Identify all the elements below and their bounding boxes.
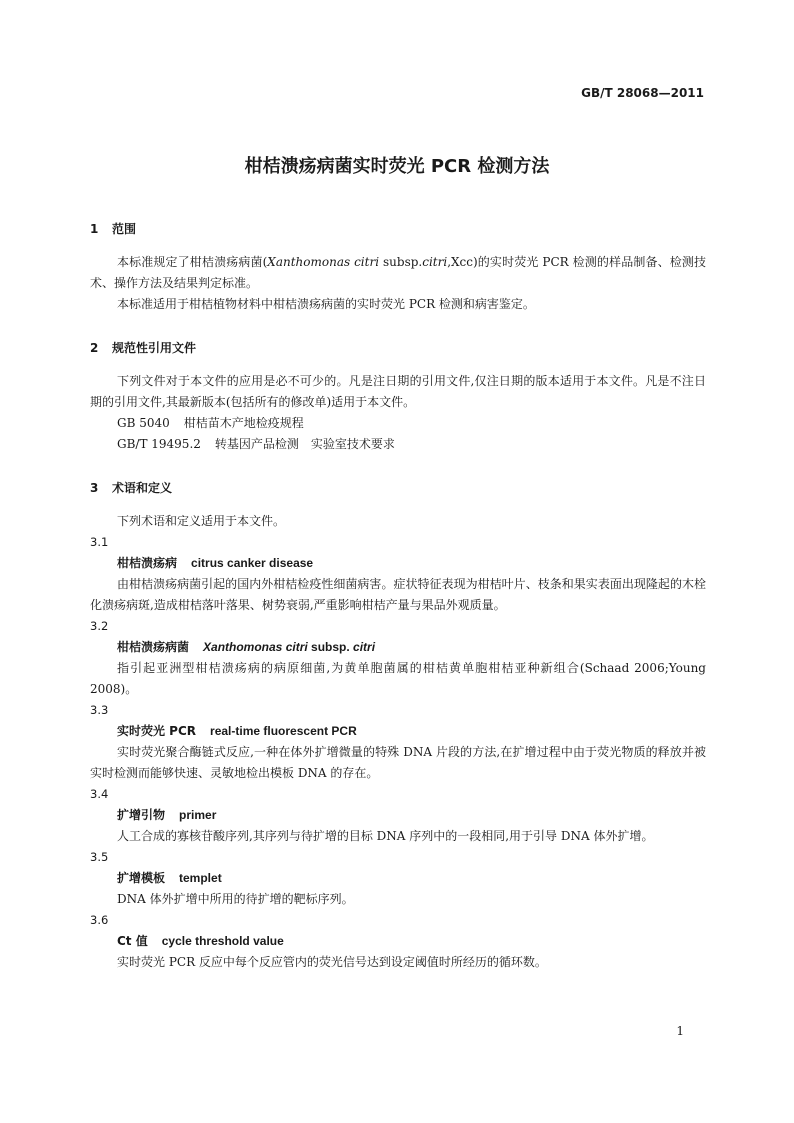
page-number: 1 — [676, 1024, 684, 1038]
term-definition: 由柑桔溃疡病菌引起的国内外柑桔检疫性细菌病害。症状特征表现为柑桔叶片、枝条和果实表面出现隆起的木栓化溃疡病斑,造成柑桔落叶落果、树势衰弱,严重影响柑桔产量与果品外观质量。 — [90, 577, 706, 612]
section-3-heading: 3 术语和定义 — [90, 481, 173, 495]
reference-item: GB 5040 柑桔苗木产地检疫规程 — [117, 416, 304, 430]
standard-code: GB/T 28068—2011 — [581, 86, 704, 100]
term-title: 扩增引物 primer — [117, 808, 217, 822]
term-title: 柑桔溃疡病菌 Xanthomonas citri subsp. citri — [117, 640, 376, 654]
term-title: 扩增模板 templet — [117, 871, 222, 885]
term-number: 3.6 — [90, 913, 109, 927]
section-2-heading: 2 规范性引用文件 — [90, 341, 197, 355]
term-definition: 人工合成的寡核苷酸序列,其序列与待扩增的目标 DNA 序列中的一段相同,用于引导 DNA 体外扩增。 — [117, 829, 654, 843]
section-2-paragraph-1: 下列文件对于本文件的应用是必不可少的。凡是注日期的引用文件,仅注日期的版本适用于本文件。凡是不注日期的引用文件,其最新版本(包括所有的修改单)适用于本文件。 — [90, 374, 706, 409]
section-1-paragraph-1: 本标准规定了柑桔溃疡病菌(Xanthomonas citri subsp.citri,Xcc)的实时荧光 PCR 检测的样品制备、检测技术、操作方法及结果判定标准。 — [90, 255, 706, 290]
section-3-intro: 下列术语和定义适用于本文件。 — [117, 514, 286, 528]
term-number: 3.3 — [90, 703, 109, 717]
section-1-heading: 1 范围 — [90, 222, 137, 236]
document-body — [90, 218, 706, 973]
term-definition: 指引起亚洲型柑桔溃疡病的病原细菌,为黄单胞菌属的柑桔黄单胞柑桔亚种新组合(Schaad 2006;Young 2008)。 — [90, 661, 706, 696]
term-number: 3.5 — [90, 850, 109, 864]
term-definition: 实时荧光 PCR 反应中每个反应管内的荧光信号达到设定阈值时所经历的循环数。 — [117, 955, 547, 969]
term-number: 3.2 — [90, 619, 109, 633]
term-definition: 实时荧光聚合酶链式反应,一种在体外扩增微量的特殊 DNA 片段的方法,在扩增过程中由于荧光物质的释放并被实时检测而能够快速、灵敏地检出模板 DNA 的存在。 — [90, 745, 706, 780]
section-1-paragraph-2: 本标准适用于柑桔植物材料中柑桔溃疡病菌的实时荧光 PCR 检测和病害鉴定。 — [117, 297, 535, 311]
reference-item: GB/T 19495.2 转基因产品检测 实验室技术要求 — [117, 437, 395, 451]
term-title: 实时荧光 PCR real-time fluorescent PCR — [117, 724, 357, 738]
term-number: 3.4 — [90, 787, 109, 801]
term-title: Ct 值 cycle threshold value — [117, 934, 284, 948]
term-definition: DNA 体外扩增中所用的待扩增的靶标序列。 — [117, 892, 354, 906]
document-title: 柑桔溃疡病菌实时荧光 PCR 检测方法 — [244, 156, 550, 177]
term-title: 柑桔溃疡病 citrus canker disease — [117, 556, 314, 570]
term-number: 3.1 — [90, 535, 109, 549]
